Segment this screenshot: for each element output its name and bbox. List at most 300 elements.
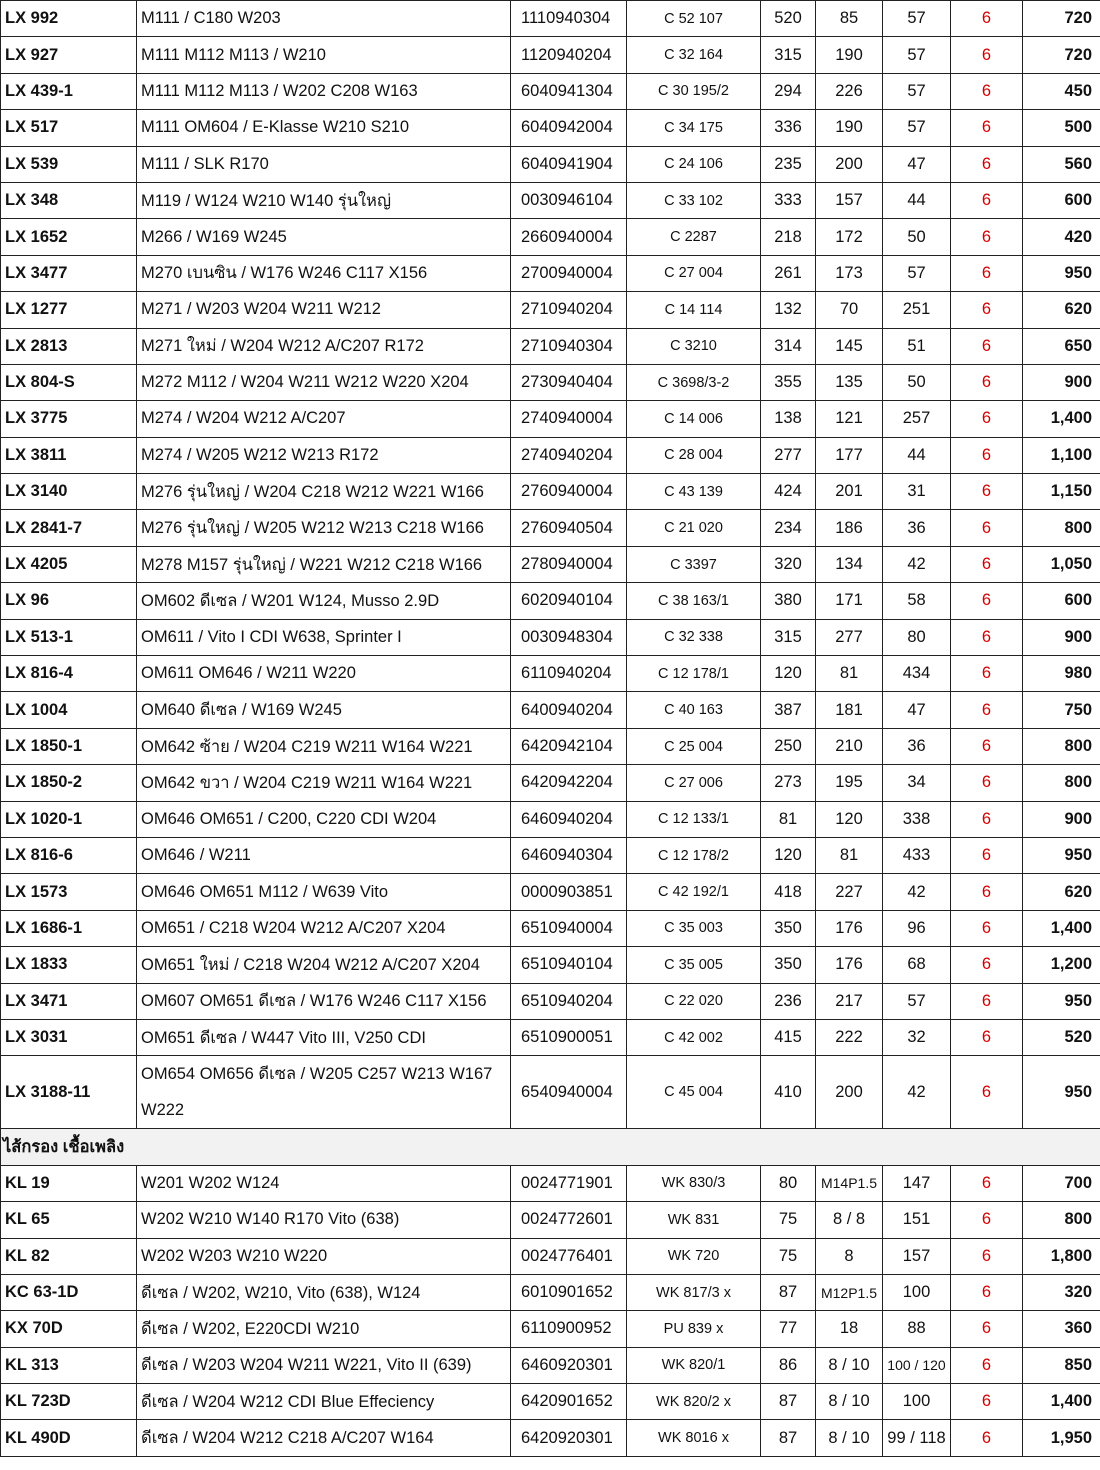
oem-part-number-cell: 6040941904 [511,146,627,182]
dimension-1-cell: 75 [761,1202,816,1238]
product-code-cell: LX 1850-1 [1,728,137,764]
price-cell: 600 [1023,583,1100,619]
dimension-3-cell: 99 / 118 [883,1420,951,1456]
dimension-3-cell: 51 [883,328,951,364]
cross-reference-cell: C 30 195/2 [627,73,761,109]
application-cell: M119 / W124 W210 W140 รุ่นใหญ่ [137,182,511,218]
application-cell: M271 / W203 W204 W211 W212 [137,292,511,328]
cross-reference-cell: WK 817/3 x [627,1274,761,1310]
oem-part-number-cell: 1110940304 [511,1,627,37]
dimension-3-cell: 57 [883,37,951,73]
cross-reference-cell: C 2287 [627,219,761,255]
oil-filter-row [1,765,1100,801]
section-header-row [1,1129,1100,1165]
product-code-cell: KL 490D [1,1420,137,1456]
dimension-3-cell: 100 / 120 [883,1347,951,1383]
oem-part-number-cell: 6540940004 [511,1056,627,1129]
product-code-cell: LX 1573 [1,874,137,910]
dimension-2-cell: 186 [816,510,883,546]
oem-part-number-cell: 6040942004 [511,110,627,146]
product-code-cell: LX 2813 [1,328,137,364]
dimension-2-cell: 226 [816,73,883,109]
application-cell: M266 / W169 W245 [137,219,511,255]
dimension-1-cell: 87 [761,1274,816,1310]
dimension-2-cell: 121 [816,401,883,437]
pack-quantity-cell: 6 [951,1019,1023,1055]
cross-reference-cell: C 21 020 [627,510,761,546]
price-cell: 450 [1023,73,1100,109]
pack-quantity-cell: 6 [951,1311,1023,1347]
pack-quantity-cell: 6 [951,1165,1023,1201]
cross-reference-cell: C 42 002 [627,1019,761,1055]
application-cell: M274 / W204 W212 A/C207 [137,401,511,437]
oem-part-number-cell: 2760940004 [511,474,627,510]
price-cell: 900 [1023,801,1100,837]
pack-quantity-cell: 6 [951,656,1023,692]
dimension-2-cell: M12P1.5 [816,1274,883,1310]
cross-reference-cell: C 12 178/1 [627,656,761,692]
dimension-3-cell: 36 [883,510,951,546]
cross-reference-cell: C 40 163 [627,692,761,728]
product-code-cell: KL 19 [1,1165,137,1201]
oil-filter-row [1,583,1100,619]
pack-quantity-cell: 6 [951,1384,1023,1420]
application-cell: M111 M112 M113 / W202 C208 W163 [137,73,511,109]
product-code-cell: LX 1686-1 [1,910,137,946]
application-cell: OM651 / C218 W204 W212 A/C207 X204 [137,910,511,946]
application-cell: OM651 ดีเซล / W447 Vito III, V250 CDI [137,1019,511,1055]
dimension-3-cell: 31 [883,474,951,510]
oem-part-number-cell: 6040941304 [511,73,627,109]
product-code-cell: LX 3140 [1,474,137,510]
oem-part-number-cell: 6510940204 [511,983,627,1019]
application-cell: W202 W203 W210 W220 [137,1238,511,1274]
dimension-1-cell: 250 [761,728,816,764]
dimension-2-cell: 85 [816,1,883,37]
application-cell: W201 W202 W124 [137,1165,511,1201]
cross-reference-cell: C 32 164 [627,37,761,73]
dimension-3-cell: 80 [883,619,951,655]
fuel-filter-row [1,1384,1100,1420]
pack-quantity-cell: 6 [951,364,1023,400]
product-code-cell: LX 539 [1,146,137,182]
application-cell: OM646 OM651 M112 / W639 Vito [137,874,511,910]
dimension-2-cell: 145 [816,328,883,364]
dimension-1-cell: 236 [761,983,816,1019]
dimension-2-cell: 277 [816,619,883,655]
product-code-cell: KC 63-1D [1,1274,137,1310]
dimension-3-cell: 96 [883,910,951,946]
cross-reference-cell: C 42 192/1 [627,874,761,910]
fuel-filter-row [1,1311,1100,1347]
application-cell: ดีเซล / W202, W210, Vito (638), W124 [137,1274,511,1310]
dimension-3-cell: 57 [883,255,951,291]
price-cell: 1,950 [1023,1420,1100,1456]
application-cell: M272 M112 / W204 W211 W212 W220 X204 [137,364,511,400]
oem-part-number-cell: 6420920301 [511,1420,627,1456]
pack-quantity-cell: 6 [951,801,1023,837]
dimension-3-cell: 44 [883,182,951,218]
oem-part-number-cell: 0030948304 [511,619,627,655]
pack-quantity-cell: 6 [951,182,1023,218]
dimension-3-cell: 57 [883,73,951,109]
dimension-2-cell: 200 [816,1056,883,1129]
application-cell: OM611 / Vito I CDI W638, Sprinter I [137,619,511,655]
application-cell: M271 ใหม่ / W204 W212 A/C207 R172 [137,328,511,364]
price-cell: 620 [1023,292,1100,328]
price-cell: 650 [1023,328,1100,364]
price-cell: 950 [1023,1056,1100,1129]
price-cell: 950 [1023,837,1100,873]
pack-quantity-cell: 6 [951,546,1023,582]
dimension-1-cell: 350 [761,947,816,983]
application-cell: M274 / W205 W212 W213 R172 [137,437,511,473]
dimension-3-cell: 57 [883,110,951,146]
product-code-cell: LX 816-4 [1,656,137,692]
dimension-2-cell: 176 [816,947,883,983]
dimension-3-cell: 47 [883,692,951,728]
dimension-3-cell: 47 [883,146,951,182]
price-cell: 1,200 [1023,947,1100,983]
cross-reference-cell: WK 820/2 x [627,1384,761,1420]
fuel-filter-row [1,1347,1100,1383]
dimension-1-cell: 520 [761,1,816,37]
product-code-cell: LX 1652 [1,219,137,255]
oem-part-number-cell: 6510940104 [511,947,627,983]
price-cell: 700 [1023,1165,1100,1201]
pack-quantity-cell: 6 [951,692,1023,728]
oem-part-number-cell: 6460920301 [511,1347,627,1383]
dimension-1-cell: 218 [761,219,816,255]
cross-reference-cell: WK 830/3 [627,1165,761,1201]
product-code-cell: LX 439-1 [1,73,137,109]
product-code-cell: LX 992 [1,1,137,37]
application-cell: OM646 / W211 [137,837,511,873]
product-code-cell: LX 1277 [1,292,137,328]
cross-reference-cell: C 34 175 [627,110,761,146]
dimension-1-cell: 234 [761,510,816,546]
product-code-cell: LX 1004 [1,692,137,728]
price-cell: 720 [1023,37,1100,73]
dimension-2-cell: 190 [816,110,883,146]
cross-reference-cell: C 33 102 [627,182,761,218]
application-cell: OM611 OM646 / W211 W220 [137,656,511,692]
fuel-filter-row [1,1274,1100,1310]
cross-reference-cell: C 32 338 [627,619,761,655]
dimension-1-cell: 86 [761,1347,816,1383]
application-cell: M111 M112 M113 / W210 [137,37,511,73]
cross-reference-cell: C 14 006 [627,401,761,437]
dimension-2-cell: 135 [816,364,883,400]
product-code-cell: LX 3471 [1,983,137,1019]
price-cell: 360 [1023,1311,1100,1347]
pack-quantity-cell: 6 [951,947,1023,983]
oil-filter-row [1,146,1100,182]
dimension-1-cell: 75 [761,1238,816,1274]
cross-reference-cell: C 45 004 [627,1056,761,1129]
oil-filter-row [1,947,1100,983]
pack-quantity-cell: 6 [951,37,1023,73]
dimension-1-cell: 333 [761,182,816,218]
product-code-cell: KX 70D [1,1311,137,1347]
price-cell: 800 [1023,728,1100,764]
fuel-filter-row [1,1420,1100,1456]
product-code-cell: LX 513-1 [1,619,137,655]
application-cell: M278 M157 รุ่นใหญ่ / W221 W212 C218 W166 [137,546,511,582]
price-cell: 1,100 [1023,437,1100,473]
cross-reference-cell: C 12 133/1 [627,801,761,837]
cross-reference-cell: C 14 114 [627,292,761,328]
dimension-3-cell: 151 [883,1202,951,1238]
oil-filter-row [1,37,1100,73]
oem-part-number-cell: 2760940504 [511,510,627,546]
application-cell: OM640 ดีเซล / W169 W245 [137,692,511,728]
product-code-cell: LX 3031 [1,1019,137,1055]
dimension-3-cell: 433 [883,837,951,873]
fuel-filter-row [1,1165,1100,1201]
pack-quantity-cell: 6 [951,146,1023,182]
product-code-cell: LX 804-S [1,364,137,400]
price-cell: 560 [1023,146,1100,182]
dimension-2-cell: 8 / 8 [816,1202,883,1238]
application-cell: ดีเซล / W204 W212 C218 A/C207 W164 [137,1420,511,1456]
oil-filter-row [1,728,1100,764]
application-cell: OM602 ดีเซล / W201 W124, Musso 2.9D [137,583,511,619]
cross-reference-cell: C 3698/3-2 [627,364,761,400]
dimension-3-cell: 68 [883,947,951,983]
dimension-3-cell: 251 [883,292,951,328]
dimension-2-cell: 200 [816,146,883,182]
dimension-2-cell: 176 [816,910,883,946]
price-cell: 1,400 [1023,401,1100,437]
application-cell: M111 / SLK R170 [137,146,511,182]
dimension-1-cell: 261 [761,255,816,291]
price-cell: 520 [1023,1019,1100,1055]
application-cell: M270 เบนซิน / W176 W246 C117 X156 [137,255,511,291]
dimension-3-cell: 434 [883,656,951,692]
dimension-1-cell: 120 [761,656,816,692]
dimension-3-cell: 32 [883,1019,951,1055]
dimension-1-cell: 314 [761,328,816,364]
oem-part-number-cell: 2660940004 [511,219,627,255]
dimension-2-cell: 227 [816,874,883,910]
oil-filter-row [1,437,1100,473]
pack-quantity-cell: 6 [951,328,1023,364]
pack-quantity-cell: 6 [951,1,1023,37]
dimension-1-cell: 320 [761,546,816,582]
application-cell: M276 รุ่นใหญ่ / W204 C218 W212 W221 W166 [137,474,511,510]
oem-part-number-cell: 6110900952 [511,1311,627,1347]
dimension-1-cell: 418 [761,874,816,910]
cross-reference-cell: C 24 106 [627,146,761,182]
dimension-2-cell: 217 [816,983,883,1019]
oil-filter-row [1,910,1100,946]
price-cell: 900 [1023,619,1100,655]
oil-filter-row [1,692,1100,728]
price-cell: 1,800 [1023,1238,1100,1274]
product-code-cell: KL 65 [1,1202,137,1238]
cross-reference-cell: C 35 003 [627,910,761,946]
dimension-3-cell: 42 [883,1056,951,1129]
cross-reference-cell: C 25 004 [627,728,761,764]
dimension-2-cell: 18 [816,1311,883,1347]
application-cell: OM646 OM651 / C200, C220 CDI W204 [137,801,511,837]
dimension-3-cell: 157 [883,1238,951,1274]
dimension-3-cell: 100 [883,1274,951,1310]
oem-part-number-cell: 2740940004 [511,401,627,437]
pack-quantity-cell: 6 [951,73,1023,109]
dimension-2-cell: 201 [816,474,883,510]
price-cell: 420 [1023,219,1100,255]
dimension-2-cell: 8 / 10 [816,1347,883,1383]
table-body [1,1,1100,1457]
cross-reference-cell: C 3210 [627,328,761,364]
dimension-1-cell: 294 [761,73,816,109]
oil-filter-row [1,182,1100,218]
dimension-2-cell: 81 [816,656,883,692]
dimension-2-cell: 222 [816,1019,883,1055]
cross-reference-cell: C 28 004 [627,437,761,473]
application-cell: M111 / C180 W203 [137,1,511,37]
oil-filter-row [1,474,1100,510]
oil-filter-row [1,656,1100,692]
price-cell: 320 [1023,1274,1100,1310]
cross-reference-cell: WK 820/1 [627,1347,761,1383]
application-cell: OM642 ขวา / W204 C219 W211 W164 W221 [137,765,511,801]
cross-reference-cell: WK 8016 x [627,1420,761,1456]
dimension-3-cell: 42 [883,874,951,910]
product-code-cell: LX 927 [1,37,137,73]
cross-reference-cell: WK 831 [627,1202,761,1238]
fuel-filter-row [1,1202,1100,1238]
dimension-2-cell: 190 [816,37,883,73]
application-cell: OM642 ซ้าย / W204 C219 W211 W164 W221 [137,728,511,764]
product-code-cell: KL 723D [1,1384,137,1420]
dimension-1-cell: 132 [761,292,816,328]
cross-reference-cell: C 35 005 [627,947,761,983]
product-code-cell: LX 3775 [1,401,137,437]
product-code-cell: LX 1850-2 [1,765,137,801]
dimension-3-cell: 58 [883,583,951,619]
application-cell: W202 W210 W140 R170 Vito (638) [137,1202,511,1238]
dimension-2-cell: 157 [816,182,883,218]
oem-part-number-cell: 2700940004 [511,255,627,291]
oem-part-number-cell: 6420901652 [511,1384,627,1420]
cross-reference-cell: WK 720 [627,1238,761,1274]
pack-quantity-cell: 6 [951,983,1023,1019]
pack-quantity-cell: 6 [951,110,1023,146]
oil-filter-row [1,619,1100,655]
price-cell: 850 [1023,1347,1100,1383]
dimension-1-cell: 336 [761,110,816,146]
pack-quantity-cell: 6 [951,728,1023,764]
pack-quantity-cell: 6 [951,765,1023,801]
fuel-filter-row [1,1238,1100,1274]
price-cell: 620 [1023,874,1100,910]
oil-filter-row [1,1,1100,37]
price-cell: 800 [1023,510,1100,546]
dimension-1-cell: 87 [761,1384,816,1420]
dimension-1-cell: 277 [761,437,816,473]
oem-part-number-cell: 0024771901 [511,1165,627,1201]
pack-quantity-cell: 6 [951,1347,1023,1383]
dimension-1-cell: 424 [761,474,816,510]
product-code-cell: LX 348 [1,182,137,218]
pack-quantity-cell: 6 [951,837,1023,873]
price-cell: 800 [1023,1202,1100,1238]
cross-reference-cell: C 12 178/2 [627,837,761,873]
product-code-cell: LX 2841-7 [1,510,137,546]
price-cell: 1,050 [1023,546,1100,582]
dimension-3-cell: 257 [883,401,951,437]
cross-reference-cell: C 52 107 [627,1,761,37]
section-title: ไส้กรอง เชื้อเพลิง [1,1129,1100,1165]
dimension-1-cell: 81 [761,801,816,837]
product-code-cell: LX 1020-1 [1,801,137,837]
dimension-1-cell: 77 [761,1311,816,1347]
cross-reference-cell: C 43 139 [627,474,761,510]
dimension-3-cell: 57 [883,983,951,1019]
oem-part-number-cell: 2730940404 [511,364,627,400]
product-code-cell: LX 816-6 [1,837,137,873]
oil-filter-row [1,983,1100,1019]
oem-part-number-cell: 6020940104 [511,583,627,619]
dimension-3-cell: 34 [883,765,951,801]
product-code-cell: LX 517 [1,110,137,146]
dimension-2-cell: 120 [816,801,883,837]
dimension-2-cell: 171 [816,583,883,619]
oem-part-number-cell: 2780940004 [511,546,627,582]
oem-part-number-cell: 2740940204 [511,437,627,473]
oil-filter-row [1,510,1100,546]
dimension-2-cell: 177 [816,437,883,473]
oem-part-number-cell: 6110940204 [511,656,627,692]
dimension-1-cell: 380 [761,583,816,619]
price-cell: 750 [1023,692,1100,728]
dimension-1-cell: 315 [761,619,816,655]
dimension-1-cell: 87 [761,1420,816,1456]
price-cell: 500 [1023,110,1100,146]
dimension-1-cell: 387 [761,692,816,728]
product-code-cell: LX 4205 [1,546,137,582]
product-code-cell: KL 82 [1,1238,137,1274]
pack-quantity-cell: 6 [951,510,1023,546]
application-cell: OM651 ใหม่ / C218 W204 W212 A/C207 X204 [137,947,511,983]
pack-quantity-cell: 6 [951,1420,1023,1456]
dimension-1-cell: 410 [761,1056,816,1129]
pack-quantity-cell: 6 [951,874,1023,910]
pack-quantity-cell: 6 [951,401,1023,437]
dimension-2-cell: M14P1.5 [816,1165,883,1201]
oem-part-number-cell: 0000903851 [511,874,627,910]
dimension-1-cell: 355 [761,364,816,400]
oil-filter-row [1,255,1100,291]
pack-quantity-cell: 6 [951,1274,1023,1310]
oem-part-number-cell: 6460940204 [511,801,627,837]
pack-quantity-cell: 6 [951,910,1023,946]
oil-filter-row [1,837,1100,873]
dimension-1-cell: 120 [761,837,816,873]
pack-quantity-cell: 6 [951,583,1023,619]
oil-filter-row [1,292,1100,328]
dimension-1-cell: 315 [761,37,816,73]
dimension-2-cell: 134 [816,546,883,582]
dimension-2-cell: 8 / 10 [816,1420,883,1456]
product-code-cell: LX 3188-11 [1,1056,137,1129]
dimension-3-cell: 338 [883,801,951,837]
pack-quantity-cell: 6 [951,292,1023,328]
oil-filter-row [1,874,1100,910]
